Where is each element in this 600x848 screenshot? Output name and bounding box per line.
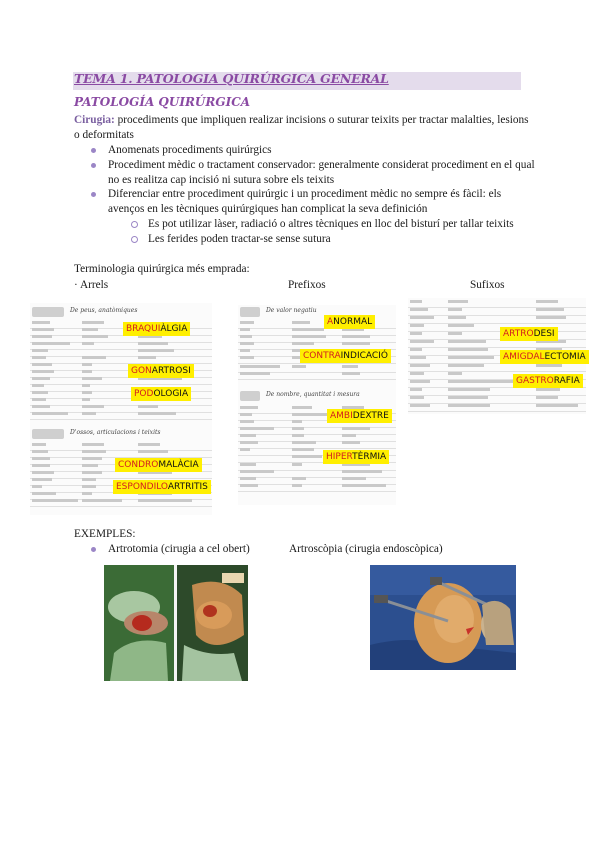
term-condromalacia: CONDROMALÀCIA: [115, 458, 202, 472]
bullet-dot: [91, 547, 96, 552]
prefixos-table: [238, 305, 396, 505]
term-anormal: ANORMAL: [324, 315, 375, 329]
term-artrodesi: ARTRODESI: [500, 327, 558, 341]
term-gastrorafia: GASTRORAFIA: [513, 374, 583, 388]
table-number: [240, 307, 260, 317]
list-item-text: Diferenciar entre procediment quirúrgic i un procediment mèdic no sempre és fàcil: els avenços en les tècniques quirúrgiques han complicat la seva definición: [108, 188, 502, 216]
table-number: [32, 429, 64, 439]
section-subtitle: PATOLOGÍA QUIRÚRGICA: [74, 95, 251, 109]
term-braquialgia: BRAQUIÀLGIA: [123, 322, 190, 336]
list-item: Procediment mèdic o tractament conservador: generalmente considerat procediment en el qual no es realitza cap incisió ni sutura sobre els teixits: [88, 158, 536, 188]
term-ambidextre: AMBIDEXTRE: [327, 409, 392, 423]
definition-label: Cirugia:: [74, 114, 115, 126]
col-prefixos: Prefixos: [288, 279, 326, 291]
col-sufixos: Sufixos: [470, 279, 505, 291]
list-item: [88, 187, 536, 246]
table-number: [32, 307, 64, 317]
bullet-list: [88, 143, 536, 247]
terminology-heading: Terminologia quirúrgica més emprada:: [74, 263, 250, 275]
table-caption: De nombre, quantitat i mesura: [266, 391, 360, 398]
table-caption: De valor negatiu: [266, 307, 317, 314]
artrotomia-photo: [104, 565, 248, 681]
term-podologia: PODOLOGIA: [131, 387, 191, 401]
sub-bullet-list: [108, 217, 536, 247]
definition-text: procediments que impliquen realizar incisions o suturar teixits per tractar malalties, lesions o deformitats: [74, 114, 529, 141]
sub-list-item: Les ferides poden tractar-se sense sutura: [128, 232, 536, 247]
term-espondiloartritis: ESPONDILOARTRITIS: [113, 480, 211, 494]
example-artroscopia: Artroscòpia (cirugia endoscòpica): [289, 543, 443, 555]
definition: [74, 113, 534, 143]
examples-heading: EXEMPLES:: [74, 528, 136, 540]
page-title: TEMA 1. PATOLOGIA QUIRÚRGICA GENERAL: [74, 71, 389, 86]
table-caption: De peus, anatòmiques: [70, 307, 138, 314]
term-contraindicacio: CONTRAINDICACIÓ: [300, 349, 391, 363]
col-arrels: · Arrels: [74, 279, 109, 291]
term-gonartrosi: GONARTROSI: [128, 364, 194, 378]
artroscopia-photo: [370, 565, 516, 670]
table-caption: D'ossos, articulacions i teixits: [70, 429, 161, 436]
table-number: [240, 391, 260, 401]
example-artrotomia: Artrotomia (cirugia a cel obert): [108, 543, 250, 555]
sub-list-item: Es pot utilizar làser, radiació o altres tècniques en lloc del bisturí per tallar teixits: [128, 217, 536, 232]
term-amigdalectomia: AMIGDALECTOMIA: [500, 350, 589, 364]
list-item: Anomenats procediments quirúrgics: [88, 143, 536, 158]
term-hipertermia: HIPERTÈRMIA: [323, 450, 389, 464]
